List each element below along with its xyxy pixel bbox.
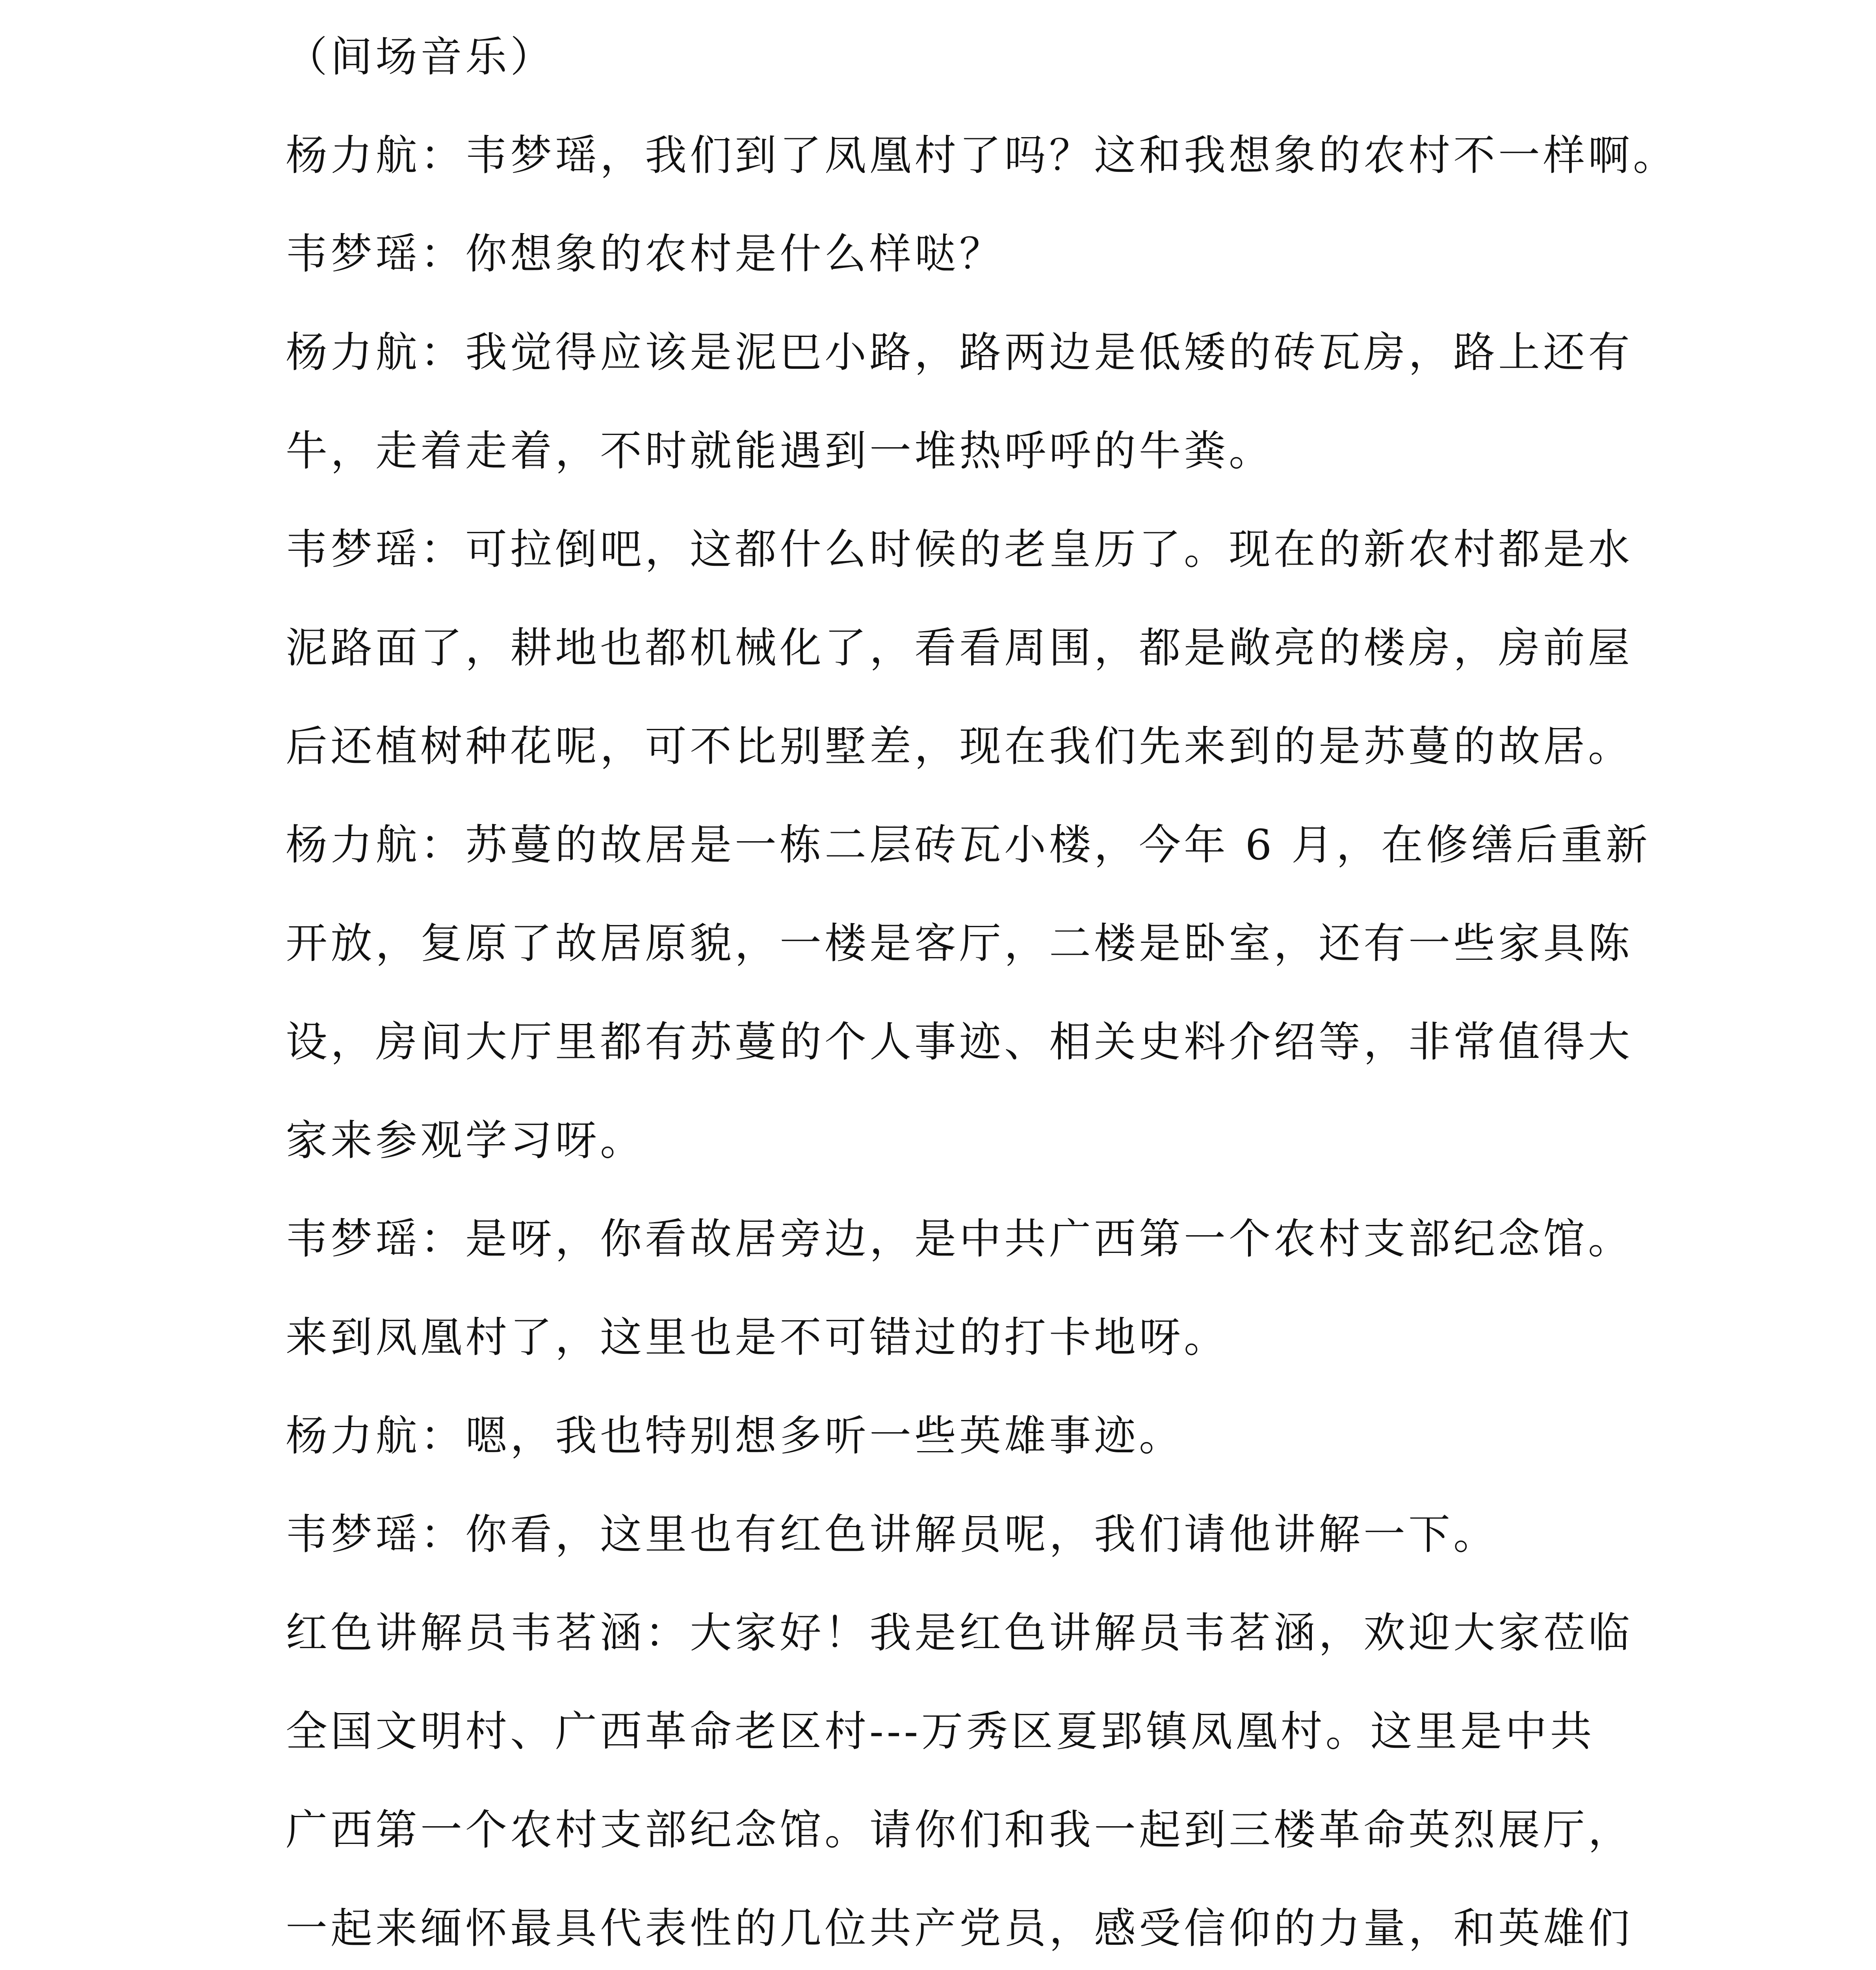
dialogue-line: 来到凤凰村了，这里也是不可错过的打卡地呀。 xyxy=(286,1313,1229,1362)
dialogue-line: 杨力航：我觉得应该是泥巴小路，路两边是低矮的砖瓦房，路上还有 xyxy=(286,328,1633,377)
dialogue-line: 设，房间大厅里都有苏蔓的个人事迹、相关史料介绍等，非常值得大 xyxy=(286,1018,1633,1066)
dialogue-line: 家来参观学习呀。 xyxy=(286,1116,645,1165)
dialogue-line: 泥路面了，耕地也都机械化了，看看周围，都是敞亮的楼房，房前屋 xyxy=(286,624,1633,672)
stage-direction: （间场音乐） xyxy=(286,33,555,81)
dialogue-line: 韦梦瑶：你看，这里也有红色讲解员呢，我们请他讲解一下。 xyxy=(286,1510,1498,1559)
dialogue-line: 红色讲解员韦茗涵：大家好！我是红色讲解员韦茗涵，欢迎大家莅临 xyxy=(286,1609,1633,1657)
dialogue-line: 杨力航：韦梦瑶，我们到了凤凰村了吗？这和我想象的农村不一样啊。 xyxy=(286,131,1678,180)
dialogue-line: 后还植树种花呢，可不比别墅差，现在我们先来到的是苏蔓的故居。 xyxy=(286,722,1633,771)
dialogue-line: 杨力航：嗯，我也特别想多听一些英雄事迹。 xyxy=(286,1412,1184,1460)
dialogue-line: 全国文明村、广西革命老区村---万秀区夏郢镇凤凰村。这里是中共 xyxy=(286,1707,1595,1756)
dialogue-line: 广西第一个农村支部纪念馆。请你们和我一起到三楼革命英烈展厅， xyxy=(286,1806,1633,1854)
dialogue-line: 韦梦瑶：你想象的农村是什么样哒？ xyxy=(286,230,1004,278)
dialogue-line: 杨力航：苏蔓的故居是一栋二层砖瓦小楼，今年 6 月，在修缮后重新 xyxy=(286,821,1651,869)
dialogue-line: 韦梦瑶：是呀，你看故居旁边，是中共广西第一个农村支部纪念馆。 xyxy=(286,1215,1633,1263)
script-text xyxy=(286,8,1678,1970)
dialogue-line: 开放，复原了故居原貌，一楼是客厅，二楼是卧室，还有一些家具陈 xyxy=(286,919,1633,968)
dialogue-line: 韦梦瑶：可拉倒吧，这都什么时候的老皇历了。现在的新农村都是水 xyxy=(286,525,1633,574)
dialogue-line: 一起来缅怀最具代表性的几位共产党员，感受信仰的力量，和英雄们 xyxy=(286,1904,1633,1953)
dialogue-line: 牛，走着走着，不时就能遇到一堆热呼呼的牛粪。 xyxy=(286,427,1274,475)
